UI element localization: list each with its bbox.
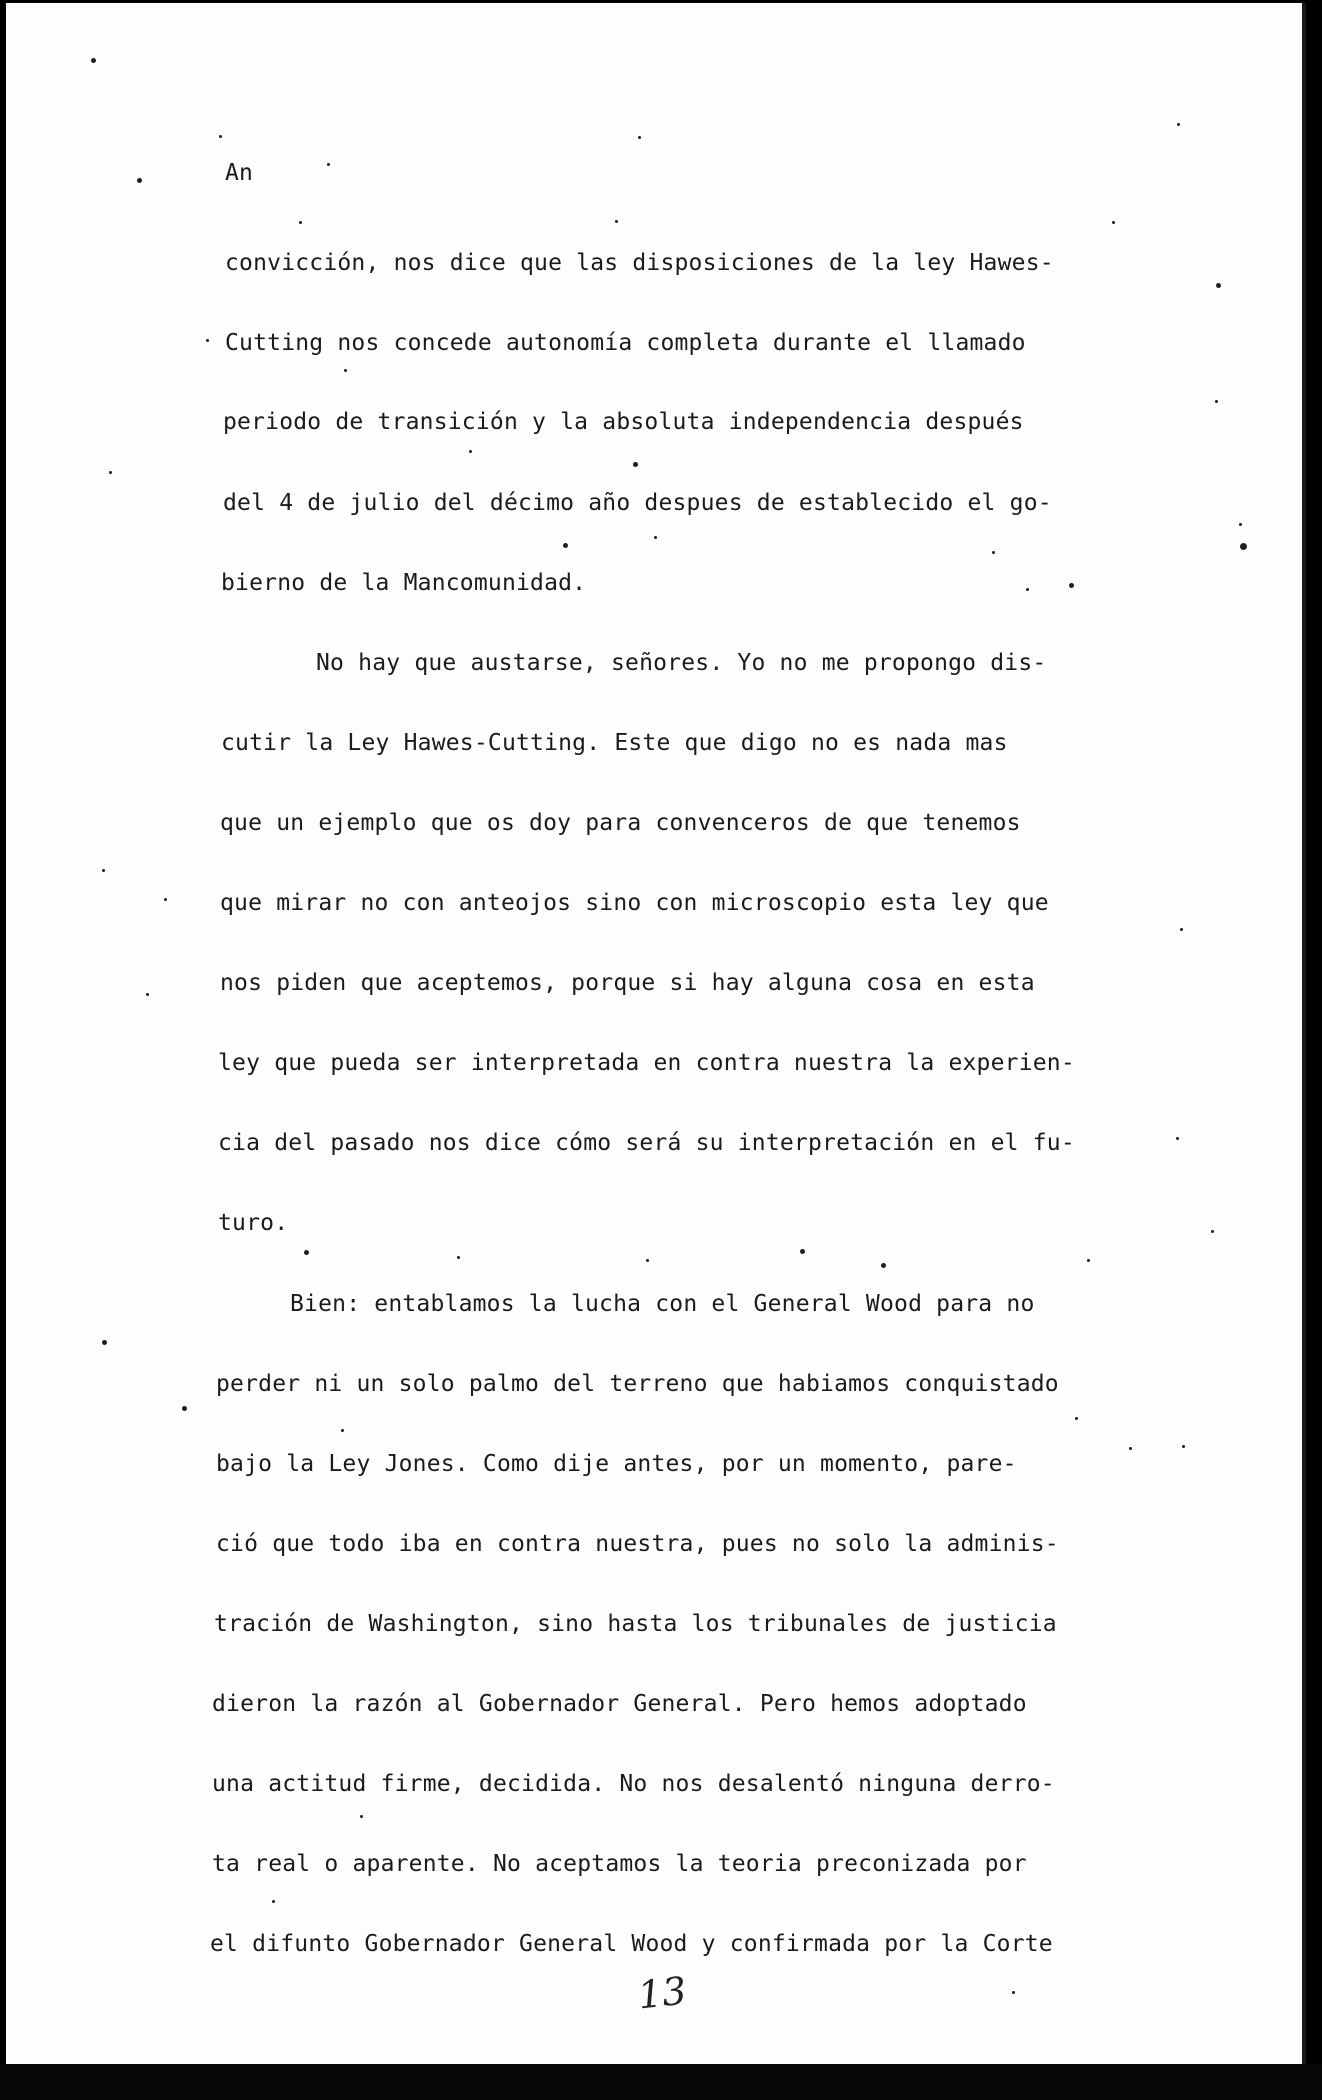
scan-speck — [1176, 1137, 1179, 1140]
scan-speck — [219, 135, 222, 138]
text-line: nos piden que aceptemos, porque si hay alguna cosa en esta — [220, 970, 1035, 996]
scan-speck — [646, 1259, 649, 1262]
text-line: periodo de transición y la absoluta independencia después — [223, 409, 1024, 435]
text-line: bierno de la Mancomunidad. — [221, 570, 587, 596]
text-line: turo. — [218, 1210, 289, 1236]
scan-speck — [469, 450, 472, 453]
text-line: dieron la razón al Gobernador General. Pero hemos adoptado — [212, 1691, 1027, 1717]
scan-speck — [1026, 588, 1029, 591]
scan-speck — [206, 339, 209, 342]
scan-speck — [1215, 400, 1218, 403]
scan-speck — [182, 1406, 187, 1411]
scan-speck — [992, 551, 995, 554]
scan-speck — [638, 136, 641, 139]
scan-speck — [102, 1340, 107, 1345]
scan-speck — [1012, 1991, 1015, 1994]
scan-speck — [146, 993, 149, 996]
scan-speck — [91, 58, 96, 63]
text-line: convicción, nos dice que las disposiciones de la ley Hawes- — [225, 250, 1054, 276]
text-line: Bien: entablamos la lucha con el General Wood para no — [290, 1291, 1035, 1317]
typewritten-page — [6, 3, 1306, 2064]
text-line: el difunto Gobernador General Wood y confirmada por la Corte — [210, 1931, 1053, 1957]
scan-speck — [304, 1250, 309, 1255]
text-line: del 4 de julio del décimo año despues de establecido el go- — [223, 490, 1052, 516]
scan-speck — [341, 1429, 344, 1432]
text-line: bajo la Ley Jones. Como dije antes, por un momento, pare- — [216, 1451, 1017, 1477]
scan-speck — [164, 898, 167, 901]
scan-speck — [109, 471, 112, 474]
text-line: ta real o aparente. No aceptamos la teoria preconizada por — [212, 1851, 1027, 1877]
text-line: No hay que austarse, señores. Yo no me propongo dis- — [316, 650, 1047, 676]
scan-speck — [102, 869, 105, 872]
handwritten-page-number: 13 — [635, 1968, 689, 2018]
scan-speck — [360, 1815, 363, 1818]
text-line: Cutting nos concede autonomía completa durante el llamado — [225, 330, 1026, 356]
scan-speck — [299, 221, 302, 224]
scan-speck — [1075, 1417, 1078, 1420]
scan-speck — [1182, 1445, 1185, 1448]
text-line: tración de Washington, sino hasta los tribunales de justicia — [214, 1611, 1057, 1637]
scan-speck — [327, 163, 330, 166]
scan-speck — [1112, 221, 1115, 224]
text-line: una actitud firme, decidida. No nos desalentó ninguna derro- — [212, 1771, 1055, 1797]
scan-speck — [1129, 1447, 1132, 1450]
text-line: ley que pueda ser interpretada en contra nuestra la experien- — [218, 1050, 1075, 1076]
text-line: cia del pasado nos dice cómo será su interpretación en el fu- — [218, 1130, 1075, 1156]
text-line: perder ni un solo palmo del terreno que habiamos conquistado — [216, 1371, 1059, 1397]
scan-speck — [272, 1900, 275, 1903]
text-line: cutir la Ley Hawes-Cutting. Este que digo no es nada mas — [221, 730, 1008, 756]
scan-speck — [1069, 583, 1074, 588]
scan-speck — [1240, 543, 1247, 550]
scan-speck — [457, 1256, 460, 1259]
scan-speck — [1087, 1259, 1090, 1262]
scan-speck — [800, 1249, 805, 1254]
scan-speck — [1211, 1230, 1214, 1233]
scan-speck — [344, 369, 347, 372]
scan-speck — [881, 1263, 886, 1268]
text-line: que un ejemplo que os doy para convenceros de que tenemos — [220, 810, 1021, 836]
scan-speck — [654, 536, 657, 539]
scan-bottom-border — [0, 2064, 1322, 2100]
scan-speck — [1239, 523, 1242, 526]
scan-speck — [615, 220, 618, 223]
scan-speck — [563, 543, 568, 548]
scan-speck — [1216, 283, 1221, 288]
scan-speck — [1180, 928, 1183, 931]
scan-speck — [633, 462, 638, 467]
text-line: que mirar no con anteojos sino con microscopio esta ley que — [220, 890, 1049, 916]
scan-speck — [137, 178, 142, 183]
text-line: ció que todo iba en contra nuestra, pues no solo la adminis- — [216, 1531, 1059, 1557]
text-line: An — [225, 160, 254, 186]
scan-speck — [1177, 123, 1180, 126]
